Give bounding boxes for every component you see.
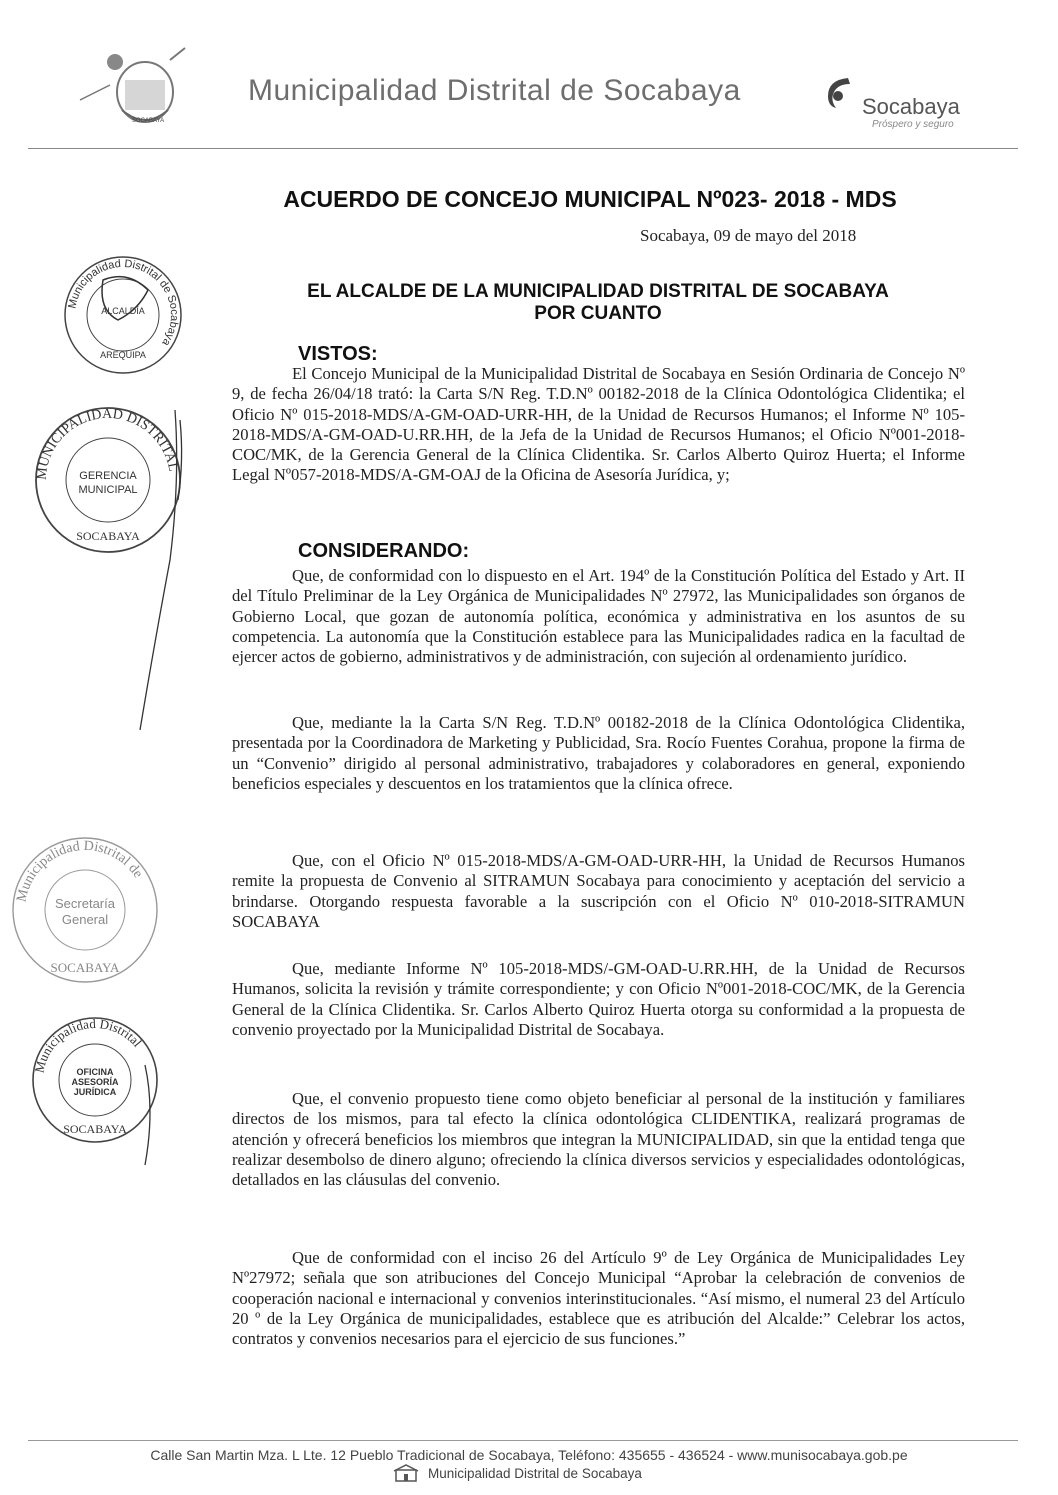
considerando-paragraph: Que, con el Oficio Nº 015-2018-MDS/A-GM-OAD-URR-HH, la Unidad de Recursos Humanos remite la propuesta de Convenio al SITRAMUN Socabaya para conocimiento y aceptación del servicio a brindarse. Otorgando respuesta favorable a la suscripción con el Oficio Nº 010-2018-SITRAMUN SOCABAYA (232, 851, 965, 931)
document-date: Socabaya, 09 de mayo del 2018 (640, 226, 857, 245)
svg-text:ASESORÍA: ASESORÍA (71, 1077, 119, 1087)
considerando-paragraph: Que, el convenio propuesto tiene como objeto beneficiar al personal de la institución y familiares directos de los mismos, para tal efecto la clínica odontológica CLIDENTIKA, realizará programas de atención y ofrecerá beneficios los miembros que integran la MUNICIPALIDAD, sin que la entidad tenga que realizar desembolso de dinero alguno; ofreciendo la clínica diversos servicios y especialidades odontológicas, detallados en las cláusulas del convenio. (232, 1089, 965, 1190)
svg-text:ALCALDÍA: ALCALDÍA (101, 306, 145, 316)
considerando-paragraph: Que, mediante Informe Nº 105-2018-MDS/-GM-OAD-U.RR.HH, de la Unidad de Recursos Humanos, solicita la revisión y trámite correspondiente; y con Oficio Nº001-2018-COC/MK, de la Gerencia General de la Clínica Clidentika. Sr. Carlos Alberto Quiroz Huerta otorga su conformidad a la propuesta de convenio proyectado por la Municipalidad Distrital de Socabaya. (232, 959, 965, 1039)
header-divider (28, 148, 1018, 149)
svg-text:MUNICIPALIDAD DISTRITAL: MUNICIPALIDAD DISTRITAL (34, 406, 181, 481)
considerando-paragraph: Que, de conformidad con lo dispuesto en el Art. 194º de la Constitución Política del Estado y Art. II del Título Preliminar de la Ley Orgánica de Municipalidades Nº 27972, las Municipalidades son órganos de Gobierno Local, que gozan de autonomía política, económica y administrativa en los asuntos de su competencia. La autonomía que la Constitución establece para las Municipalidades radica en la facultad de ejercer actos de gobierno, administrativos y de administración, con sujeción al ordenamiento jurídico. (232, 566, 965, 667)
svg-text:SOCABAYA: SOCABAYA (63, 1122, 127, 1136)
considerando-paragraph: Que, mediante la la Carta S/N Reg. T.D.Nº 00182-2018 de la Clínica Odontológica Clidentika, presentada por la Coordinadora de Marketing y Publicidad, Sra. Rocío Fuentes Corahua, propone la firma de un “Convenio” dirigido al personal administrativo, trabajadores y colaboradores en general, exponiendo beneficios especiales y descuentos en los tratamientos que la clínica ofrece. (232, 713, 965, 793)
svg-text:AREQUIPA: AREQUIPA (100, 350, 146, 360)
brand-tagline: Próspero y seguro (872, 119, 954, 130)
signature-line (80, 400, 190, 740)
considerando-paragraph: Que de conformidad con el inciso 26 del Artículo 9º de Ley Orgánica de Municipalidades Ley Nº27972; señala que son atribuciones del Concejo Municipal “Aprobar la celebración de convenios de cooperación nacional e internacional y convenios interinstitucionales. “Así mismo, el numeral 23 del Artículo 20 º de la Ley Orgánica de municipalidades, establece que es atribución del Alcalde:” Celebrar los actos, contratos y convenios necesarios para el ejercicio de sus funciones.” (232, 1248, 965, 1349)
considerando-heading: CONSIDERANDO: (298, 540, 470, 562)
vistos-paragraph: El Concejo Municipal de la Municipalidad Distrital de Socabaya en Sesión Ordinaria de Concejo Nº 9, de fecha 26/04/18 trató: la Carta S/N Reg. T.D.Nº 00182-2018 de la Clínica Odontológica Clidentika; el Oficio Nº 015-2018-MDS/A-GM-OAD-URR-HH, de la Unidad de Recursos Humanos; el Informe Nº 105-2018-MDS/A-GM-OAD-U.RR.HH, de la Jefa de la Unidad de Recursos Humanos; el Oficio Nº001-2018-COC/MK, de la Gerencia General de la Clínica Clidentika. Sr. Carlos Alberto Quiroz Huerta; el Informe Legal Nº057-2018-MDS/A-GM-OAJ de la Oficina de Asesoría Jurídica, y; (232, 364, 965, 485)
svg-text:JURÍDICA: JURÍDICA (73, 1087, 117, 1097)
alcaldia-seal-stamp (58, 250, 188, 380)
socabaya-brand-icon (818, 72, 858, 112)
svg-text:SOCABAYA: SOCABAYA (50, 960, 120, 975)
document-title: ACUERDO DE CONCEJO MUNICIPAL Nº023- 2018 - MDS (283, 186, 897, 212)
footer-municipality-name: Municipalidad Distrital de Socabaya (428, 1466, 642, 1481)
svg-text:SOCABAYA: SOCABAYA (132, 118, 165, 124)
svg-text:SOCABAYA: SOCABAYA (76, 529, 140, 543)
footer-address: Calle San Martin Mza. L Lte. 12 Pueblo Tradicional de Socabaya, Teléfono: 435655 - 436524 - www.munisocabaya.gob.pe (150, 1447, 908, 1463)
subheading-alcalde: EL ALCALDE DE LA MUNICIPALIDAD DISTRITAL DE SOCABAYA (307, 281, 889, 302)
subheading-por-cuanto: POR CUANTO (534, 303, 662, 324)
svg-text:OFICINA: OFICINA (76, 1067, 114, 1077)
vistos-heading: VISTOS: (298, 343, 378, 365)
svg-text:Secretaría: Secretaría (55, 896, 115, 911)
svg-text:General: General (61, 912, 109, 927)
municipal-building-icon (392, 1464, 420, 1482)
municipal-crest-logo (70, 40, 200, 140)
svg-text:Municipalidad Distrital de: Municipalidad Distrital de (14, 838, 146, 904)
svg-text:GERENCIA: GERENCIA (79, 470, 137, 482)
brand-name: Socabaya (862, 94, 960, 119)
svg-text:Municipalidad Distrital de Soc: Municipalidad Distrital de Socabaya (66, 257, 181, 348)
signature-line (115, 1060, 165, 1170)
secretaria-general-stamp (5, 830, 165, 990)
header-title: Municipalidad Distrital de Socabaya (248, 74, 741, 107)
footer-divider (28, 1440, 1018, 1441)
svg-text:Municipalidad Distrital: Municipalidad Distrital (31, 1015, 145, 1075)
svg-text:MUNICIPAL: MUNICIPAL (78, 484, 138, 496)
